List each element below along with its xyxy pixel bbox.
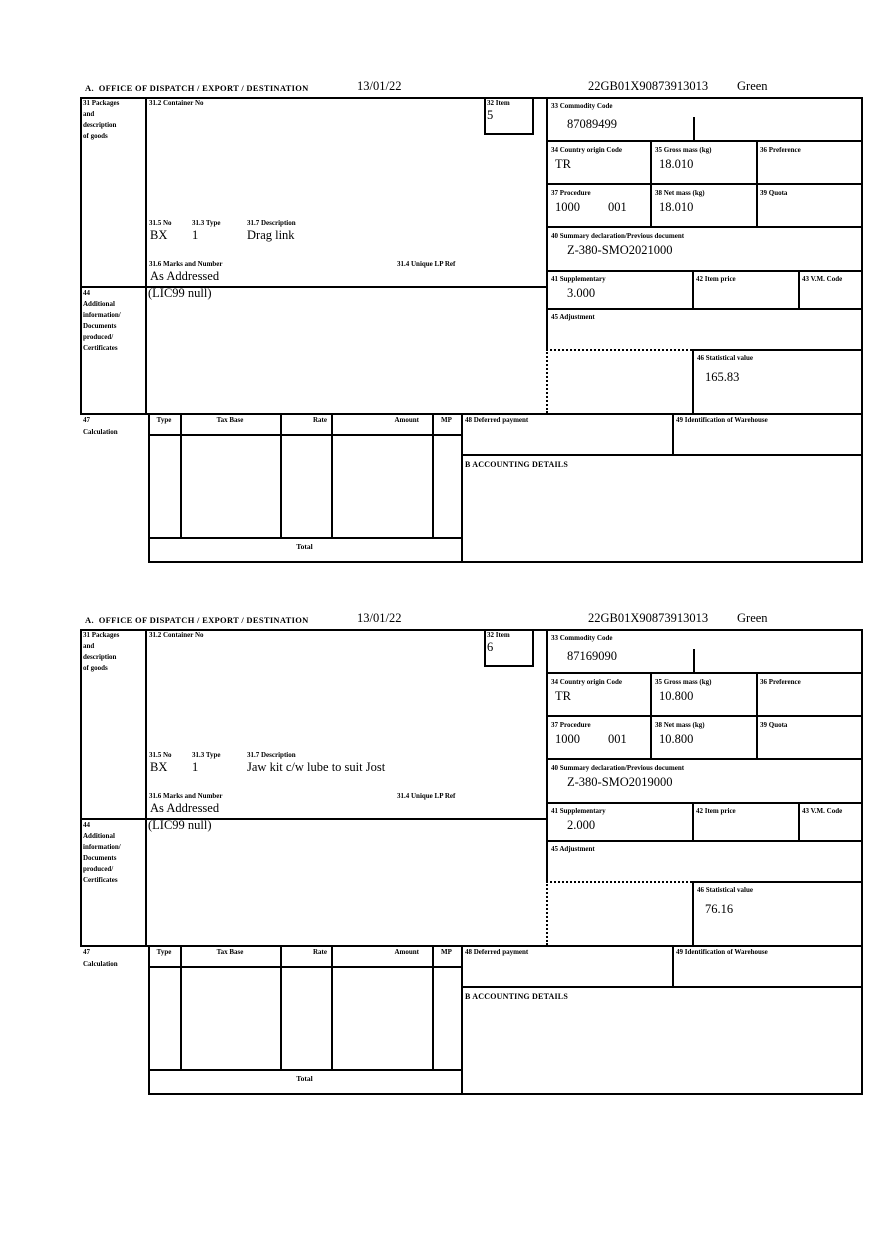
grid-line [532,629,534,665]
adjustment-label: 45 Adjustment [551,845,595,853]
warehouse-label: 49 Identification of Warehouse [676,948,768,956]
calc-total-label: Total [296,542,313,551]
net-mass-value: 18.010 [659,200,694,214]
deferred-payment-label: 48 Deferred payment [465,416,529,424]
customs-item-form [80,80,863,564]
grid-line [148,966,461,968]
statistical-value-label: 46 Statistical value [697,886,753,894]
box44-label-line: 44 [83,289,90,297]
gross-mass-value: 10.800 [659,689,694,703]
box44-label-line: information/ [83,843,121,851]
grid-line [650,672,652,758]
statistical-value: 165.83 [705,370,740,384]
item-price-label: 42 Item price [696,807,736,815]
box44-label-line: produced/ [83,865,114,873]
grid-line [546,140,863,142]
grid-line [672,945,674,986]
grid-line [756,672,758,758]
additional-info-value: (LIC99 null) [148,818,212,832]
grid-line [148,413,150,561]
previous-document-value: Z-380-SMO2021000 [567,243,673,257]
country-origin-label: 34 Country origin Code [551,678,622,686]
marks-label: 31.6 Marks and Number [149,792,223,800]
procedure-value: 1000 [555,732,580,746]
goods-description-value: Jaw kit c/w lube to suit Jost [247,760,386,774]
grid-line [148,945,150,1093]
procedure-label: 37 Procedure [551,721,591,729]
dotted-divider [546,349,692,351]
lp-ref-label: 31.4 Unique LP Ref [397,260,456,268]
box44-label-line: Certificates [83,344,118,352]
marks-value: As Addressed [150,801,220,815]
box44-label-line: Documents [83,854,117,862]
dotted-divider [546,881,548,945]
gross-mass-label: 35 Gross mass (kg) [655,678,712,686]
goods-description-value: Drag link [247,228,295,242]
net-mass-value: 10.800 [659,732,694,746]
grid-line [80,413,863,415]
description-label: 31.7 Description [247,219,296,227]
grid-line [692,349,694,413]
accounting-details-label: B ACCOUNTING DETAILS [465,992,568,1001]
grid-line [692,881,694,945]
box31-label-line: description [83,121,117,129]
grid-line [148,434,461,436]
grid-line [546,840,863,842]
procedure-value-2: 001 [608,732,627,746]
box31-label-line: description [83,653,117,661]
supplementary-label: 41 Supplementary [551,807,606,815]
calc-header-amount: Amount [394,948,419,956]
box44-label-line: Additional [83,832,115,840]
package-no-label: 31.5 No [149,751,172,759]
net-mass-label: 38 Net mass (kg) [655,189,705,197]
grid-line [180,413,182,537]
supplementary-value: 2.000 [567,818,596,832]
grid-line [461,454,863,456]
commodity-code-value: 87089499 [567,117,617,131]
calc-header-type: Type [156,416,172,424]
procedure-value-2: 001 [608,200,627,214]
customs-item-form [80,612,863,1096]
box44-label-line: Certificates [83,876,118,884]
grid-line [484,133,534,135]
box47-label-line: 47 [83,416,90,424]
grid-line [692,881,863,883]
procedure-value: 1000 [555,200,580,214]
item-label: 32 Item [487,631,510,639]
grid-line [484,665,534,667]
grid-line [546,802,863,804]
package-no-label: 31.5 No [149,219,172,227]
grid-line [672,413,674,454]
grid-line [546,270,863,272]
grid-line [861,97,863,563]
dotted-divider [546,881,692,883]
calc-header-taxbase: Tax Base [216,948,244,956]
grid-line [546,226,863,228]
commodity-code-label: 33 Commodity Code [551,102,613,110]
country-origin-value: TR [555,157,571,171]
preference-label: 36 Preference [760,678,801,686]
grid-line [650,140,652,226]
section-a-title: A. OFFICE OF DISPATCH / EXPORT / DESTINATION [85,83,309,93]
warehouse-label: 49 Identification of Warehouse [676,416,768,424]
grid-line [546,715,863,717]
container-no-label: 31.2 Container No [149,99,204,107]
box31-label-line: 31 Packages [83,99,120,107]
grid-line [148,537,461,539]
grid-line [692,349,863,351]
grid-line [432,945,434,1069]
grid-line [798,802,800,840]
calc-header-rate: Rate [313,416,327,424]
package-type-label: 31.3 Type [192,219,221,227]
grid-line [432,413,434,537]
box44-label-line: Additional [83,300,115,308]
dotted-divider [546,349,548,413]
box44-label-line: 44 [83,821,90,829]
mrn-reference: 22GB01X90873913013 [588,611,709,625]
routing-status: Green [737,79,768,93]
grid-line [756,140,758,226]
supplementary-value: 3.000 [567,286,596,300]
routing-status: Green [737,611,768,625]
vm-code-label: 43 V.M. Code [802,275,843,283]
grid-line [461,945,463,1093]
grid-line [798,270,800,308]
item-number-value: 6 [487,640,494,654]
commodity-code-separator [693,117,695,140]
declaration-date: 13/01/22 [357,611,402,625]
calc-header-mp: MP [441,948,452,956]
grid-line [461,413,463,561]
grid-line [546,758,863,760]
box47-label-line: Calculation [83,960,118,968]
grid-line [861,629,863,1095]
grid-line [546,97,548,349]
calc-total-label: Total [296,1074,313,1083]
statistical-value-label: 46 Statistical value [697,354,753,362]
box44-label-line: information/ [83,311,121,319]
grid-line [148,1069,461,1071]
box31-label-line: of goods [83,664,108,672]
vm-code-label: 43 V.M. Code [802,807,843,815]
grid-line [546,308,863,310]
marks-value: As Addressed [150,269,220,283]
box47-label-line: Calculation [83,428,118,436]
commodity-code-value: 87169090 [567,649,617,663]
grid-line [145,97,147,415]
quota-label: 39 Quota [760,721,788,729]
grid-line [331,945,333,1069]
preference-label: 36 Preference [760,146,801,154]
package-type-value: 1 [192,228,199,242]
box31-label-line: of goods [83,132,108,140]
grid-line [145,629,147,947]
grid-line [546,629,548,881]
box31-label-line: and [83,110,95,118]
package-type-label: 31.3 Type [192,751,221,759]
quota-label: 39 Quota [760,189,788,197]
package-no-value: BX [150,228,168,242]
package-no-value: BX [150,760,168,774]
previous-document-value: Z-380-SMO2019000 [567,775,673,789]
container-no-label: 31.2 Container No [149,631,204,639]
mrn-reference: 22GB01X90873913013 [588,79,709,93]
box31-label-line: and [83,642,95,650]
item-number-value: 5 [487,108,494,122]
net-mass-label: 38 Net mass (kg) [655,721,705,729]
grid-line [148,1093,863,1095]
country-origin-value: TR [555,689,571,703]
box47-label-line: 47 [83,948,90,956]
calc-header-taxbase: Tax Base [216,416,244,424]
lp-ref-label: 31.4 Unique LP Ref [397,792,456,800]
section-a-title: A. OFFICE OF DISPATCH / EXPORT / DESTINATION [85,615,309,625]
accounting-details-label: B ACCOUNTING DETAILS [465,460,568,469]
declaration-date: 13/01/22 [357,79,402,93]
grid-line [546,183,863,185]
grid-line [280,413,282,537]
box44-label-line: Documents [83,322,117,330]
package-type-value: 1 [192,760,199,774]
calc-header-mp: MP [441,416,452,424]
deferred-payment-label: 48 Deferred payment [465,948,529,956]
adjustment-label: 45 Adjustment [551,313,595,321]
grid-line [484,97,486,133]
box44-label-line: produced/ [83,333,114,341]
item-price-label: 42 Item price [696,275,736,283]
grid-line [461,986,863,988]
previous-document-label: 40 Summary declaration/Previous document [551,764,685,772]
grid-line [280,945,282,1069]
grid-line [80,97,82,415]
country-origin-label: 34 Country origin Code [551,146,622,154]
statistical-value: 76.16 [705,902,734,916]
gross-mass-label: 35 Gross mass (kg) [655,146,712,154]
grid-line [180,945,182,1069]
grid-line [692,270,694,308]
grid-line [484,629,486,665]
calc-header-type: Type [156,948,172,956]
grid-line [80,629,82,947]
previous-document-label: 40 Summary declaration/Previous document [551,232,685,240]
grid-line [546,672,863,674]
gross-mass-value: 18.010 [659,157,694,171]
grid-line [148,561,863,563]
grid-line [692,802,694,840]
commodity-code-label: 33 Commodity Code [551,634,613,642]
description-label: 31.7 Description [247,751,296,759]
grid-line [80,945,863,947]
calc-header-amount: Amount [394,416,419,424]
procedure-label: 37 Procedure [551,189,591,197]
supplementary-label: 41 Supplementary [551,275,606,283]
calc-header-rate: Rate [313,948,327,956]
grid-line [331,413,333,537]
commodity-code-separator [693,649,695,672]
grid-line [532,97,534,133]
marks-label: 31.6 Marks and Number [149,260,223,268]
box31-label-line: 31 Packages [83,631,120,639]
additional-info-value: (LIC99 null) [148,286,212,300]
item-label: 32 Item [487,99,510,107]
